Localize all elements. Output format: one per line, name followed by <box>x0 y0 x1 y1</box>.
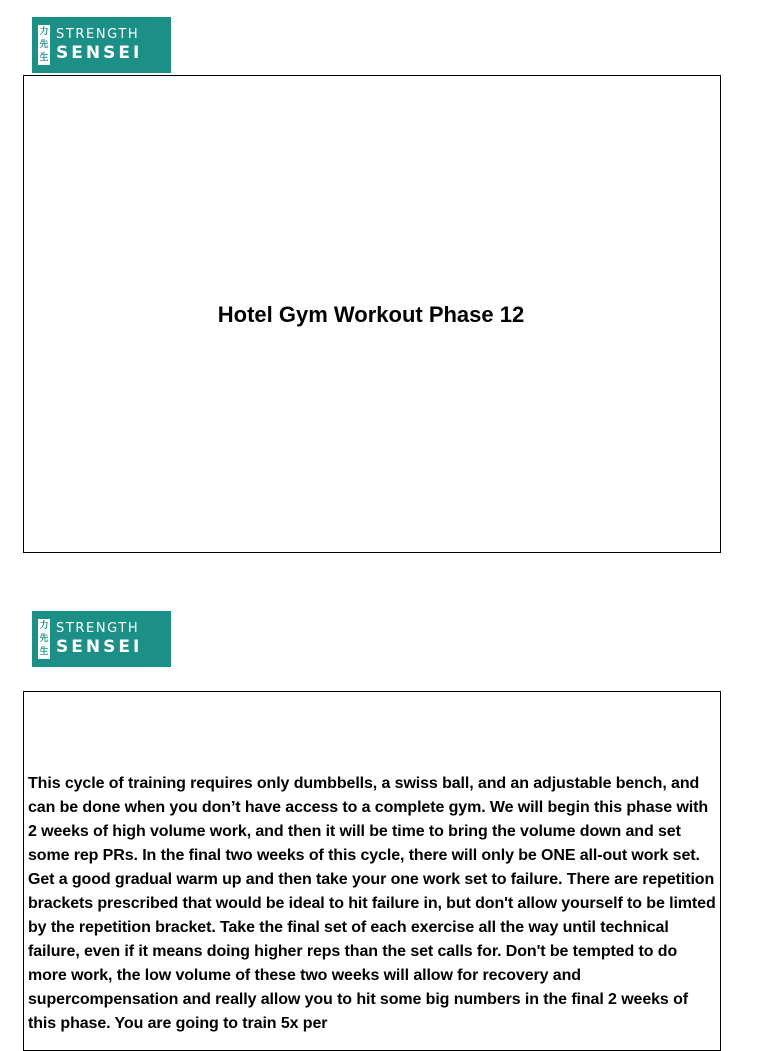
strength-sensei-logo <box>32 17 171 73</box>
logo-kanji-mark <box>38 25 50 65</box>
logo-wordmark <box>56 621 142 657</box>
document-title: Hotel Gym Workout Phase 12 <box>217 302 525 327</box>
strength-sensei-logo-2 <box>32 611 171 667</box>
logo-wordmark <box>56 27 142 63</box>
logo-line-strength: STRENGTH <box>56 27 140 42</box>
logo-kanji-1: 力 <box>39 27 49 37</box>
logo-kanji-mark <box>38 619 50 659</box>
logo-kanji-2: 先 <box>39 634 49 644</box>
logo-line-strength: STRENGTH <box>56 621 140 636</box>
logo-kanji-3: 生 <box>39 647 49 657</box>
title-page-frame <box>23 75 721 553</box>
logo-line-sensei: SENSEI <box>56 43 143 63</box>
logo-kanji-3: 生 <box>39 53 49 63</box>
logo-kanji-2: 先 <box>39 40 49 50</box>
logo-line-sensei: SENSEI <box>56 637 143 657</box>
intro-text-frame <box>23 691 721 1051</box>
logo-kanji-1: 力 <box>39 621 49 631</box>
intro-paragraph: This cycle of training requires only dumbbells, a swiss ball, and an adjustable bench, and can be done when you don’t have access to a complete gym. We will begin this phase with 2 weeks of high volume work, and then it will be time to bring the volume down and set some rep PRs. In the final two weeks of this cycle, there will only be ONE all-out work set. Get a good gradual warm up and then take your one work set to failure. There are repetition brackets prescribed that would be ideal to hit failure in, but don't allow yourself to be limted by the repetition bracket. Take the final set of each exercise all the way until technical failure, even if it means doing higher reps than the set calls for. Don't be tempted to do more work, the low volume of these two weeks will allow for recovery and supercompensation and really allow you to hit some big numbers in the final 2 weeks of this phase. You are going to train 5x per <box>28 775 716 1032</box>
